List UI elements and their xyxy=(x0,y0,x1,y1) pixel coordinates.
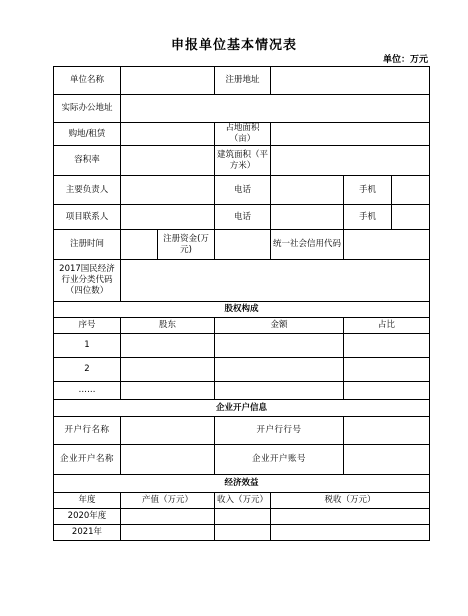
account-no-label: 企业开户账号 xyxy=(215,445,344,475)
plot-ratio-field[interactable] xyxy=(121,146,215,176)
row-bank-1 xyxy=(54,417,430,445)
bank-code-label: 开户行行号 xyxy=(215,417,344,445)
land-area-field[interactable] xyxy=(271,123,430,146)
equity-header-seq: 序号 xyxy=(54,318,121,334)
ratio-field[interactable] xyxy=(344,334,430,358)
office-address-field[interactable] xyxy=(121,95,430,123)
table-row xyxy=(54,334,430,358)
principal-mobile-label: 手机 xyxy=(344,176,392,205)
building-area-field[interactable] xyxy=(271,146,430,176)
reg-time-label: 注册时间 xyxy=(54,230,121,260)
econ-header-income: 收入（万元） xyxy=(215,493,271,509)
purchase-rent-field[interactable] xyxy=(121,123,215,146)
shareholder-field[interactable] xyxy=(121,382,215,400)
project-contact-field[interactable] xyxy=(121,205,215,230)
row-equity-section xyxy=(54,302,430,318)
currency-unit: 单位：万元 xyxy=(382,55,428,65)
income-field[interactable] xyxy=(215,509,271,525)
table-row xyxy=(54,525,430,541)
table-row xyxy=(54,509,430,525)
land-area-label: 占地面积（亩） xyxy=(215,123,271,146)
econ-year-label: 2021年 xyxy=(54,525,121,541)
account-name-field[interactable] xyxy=(121,445,215,475)
equity-section-title: 股权构成 xyxy=(54,302,430,318)
reg-time-field[interactable] xyxy=(121,230,158,260)
output-field[interactable] xyxy=(121,525,215,541)
reg-capital-field[interactable] xyxy=(215,230,271,260)
table-row xyxy=(54,358,430,382)
industry-code-field[interactable] xyxy=(121,260,430,302)
row-plot-ratio xyxy=(54,146,430,176)
row-principal xyxy=(54,176,430,205)
equity-header-ratio: 占比 xyxy=(344,318,430,334)
plot-ratio-label: 容积率 xyxy=(54,146,121,176)
output-field[interactable] xyxy=(121,509,215,525)
row-project-contact xyxy=(54,205,430,230)
income-field[interactable] xyxy=(215,525,271,541)
application-form-table xyxy=(53,66,430,541)
account-no-field[interactable] xyxy=(344,445,430,475)
building-area-label: 建筑面积（平方米） xyxy=(215,146,271,176)
bank-section-title: 企业开户信息 xyxy=(54,400,430,417)
econ-header-tax: 税收（万元） xyxy=(271,493,430,509)
unit-name-label: 单位名称 xyxy=(54,67,121,95)
credit-code-field[interactable] xyxy=(344,230,430,260)
amount-field[interactable] xyxy=(215,358,344,382)
reg-capital-label: 注册资金(万元) xyxy=(158,230,215,260)
row-unit-name xyxy=(54,67,430,95)
reg-address-field[interactable] xyxy=(271,67,430,95)
purchase-rent-label: 购地/租赁 xyxy=(54,123,121,146)
equity-row-seq: …… xyxy=(54,382,121,400)
bank-name-field[interactable] xyxy=(121,417,215,445)
account-name-label: 企业开户名称 xyxy=(54,445,121,475)
bank-code-field[interactable] xyxy=(344,417,430,445)
row-office-address xyxy=(54,95,430,123)
equity-row-seq: 1 xyxy=(54,334,121,358)
econ-section-title: 经济效益 xyxy=(54,475,430,493)
contact-phone-field[interactable] xyxy=(271,205,344,230)
row-registration xyxy=(54,230,430,260)
credit-code-label: 统一社会信用代码 xyxy=(271,230,344,260)
amount-field[interactable] xyxy=(215,334,344,358)
tax-field[interactable] xyxy=(271,509,430,525)
econ-header-year: 年度 xyxy=(54,493,121,509)
unit-name-field[interactable] xyxy=(121,67,215,95)
reg-address-label: 注册地址 xyxy=(215,67,271,95)
principal-field[interactable] xyxy=(121,176,215,205)
row-equity-header xyxy=(54,318,430,334)
econ-year-label: 2020年度 xyxy=(54,509,121,525)
form-title: 申报单位基本情况表 xyxy=(170,38,297,53)
principal-mobile-field[interactable] xyxy=(392,176,430,205)
row-econ-section xyxy=(54,475,430,493)
equity-header-amount: 金额 xyxy=(215,318,344,334)
contact-phone-label: 电话 xyxy=(215,205,271,230)
row-bank-2 xyxy=(54,445,430,475)
table-row xyxy=(54,382,430,400)
ratio-field[interactable] xyxy=(344,382,430,400)
row-industry-code xyxy=(54,260,430,302)
office-address-label: 实际办公地址 xyxy=(54,95,121,123)
shareholder-field[interactable] xyxy=(121,358,215,382)
principal-label: 主要负责人 xyxy=(54,176,121,205)
contact-mobile-label: 手机 xyxy=(344,205,392,230)
principal-phone-field[interactable] xyxy=(271,176,344,205)
row-bank-section xyxy=(54,400,430,417)
ratio-field[interactable] xyxy=(344,358,430,382)
row-econ-header xyxy=(54,493,430,509)
bank-name-label: 开户行名称 xyxy=(54,417,121,445)
amount-field[interactable] xyxy=(215,382,344,400)
shareholder-field[interactable] xyxy=(121,334,215,358)
project-contact-label: 项目联系人 xyxy=(54,205,121,230)
equity-row-seq: 2 xyxy=(54,358,121,382)
contact-mobile-field[interactable] xyxy=(392,205,430,230)
equity-header-shareholder: 股东 xyxy=(121,318,215,334)
industry-code-label: 2017国民经济行业分类代码（四位数） xyxy=(54,260,121,302)
row-land xyxy=(54,123,430,146)
tax-field[interactable] xyxy=(271,525,430,541)
econ-header-output: 产值（万元） xyxy=(121,493,215,509)
principal-phone-label: 电话 xyxy=(215,176,271,205)
